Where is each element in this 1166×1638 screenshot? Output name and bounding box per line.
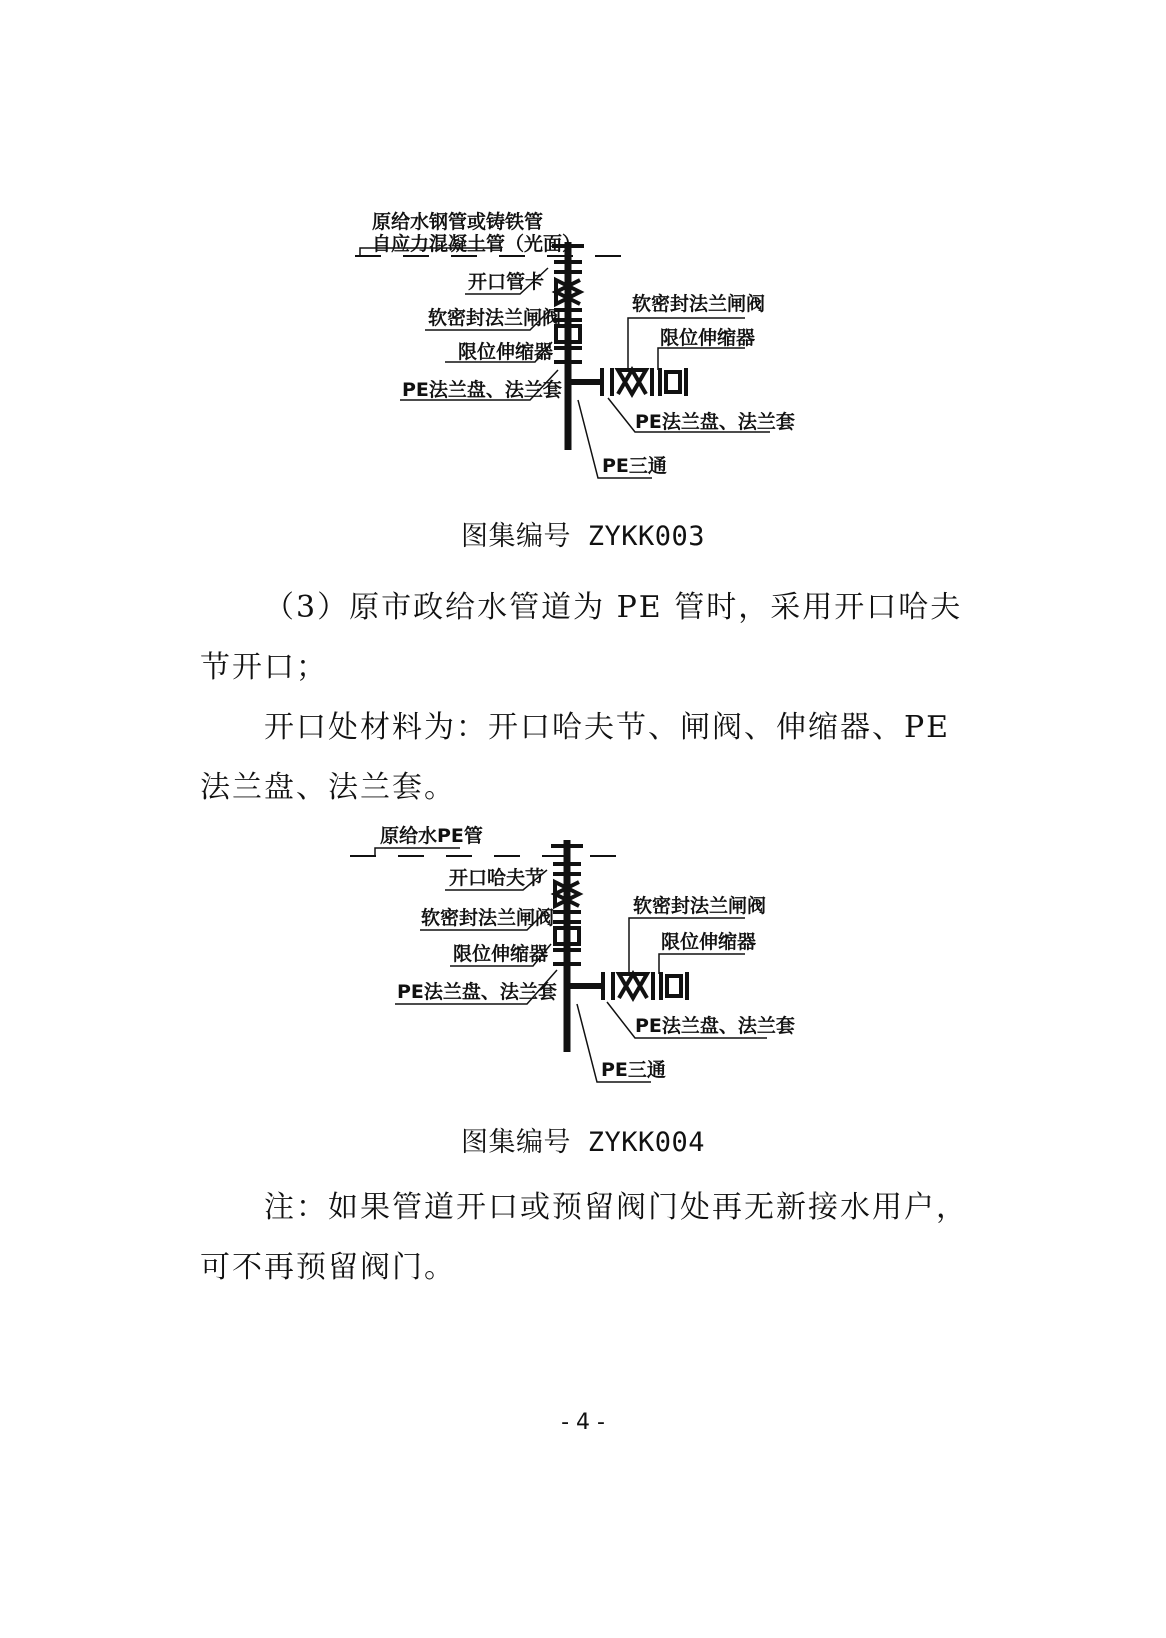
pipe-diagram-svg-2 (345, 820, 795, 1090)
pipe-diagram-zykk004 (345, 820, 795, 1090)
figure-caption-zykk003: 图集编号 ZYKK003 (460, 521, 706, 552)
label-original-pe-pipe: 原给水PE管 (380, 825, 483, 847)
pipe-diagram-svg (350, 200, 795, 490)
vertical-fitting-stack-2 (551, 840, 583, 1052)
label-original-pipe-line2: 自应力混凝土管（光面） (372, 233, 582, 255)
paragraph-note: 注：如果管道开口或预留阀门处再无新接水用户， 可不再预留阀门。 (200, 1190, 968, 1285)
label-gate-valve-left-2: 软密封法兰闸阀 (421, 907, 555, 929)
label-limit-expander-right: 限位伸缩器 (660, 327, 756, 349)
label-haff-joint: 开口哈夫节 (449, 867, 545, 889)
label-limit-expander-right-2: 限位伸缩器 (661, 931, 757, 953)
figure-caption-zykk004: 图集编号 ZYKK004 (460, 1127, 706, 1158)
pipe-diagram-zykk003 (350, 200, 795, 490)
label-gate-valve-right: 软密封法兰闸阀 (632, 293, 766, 315)
label-pe-flange-right: PE法兰盘、法兰套 (635, 411, 795, 433)
label-limit-expander-left: 限位伸缩器 (458, 341, 554, 363)
label-opening-clamp: 开口管卡 (468, 271, 545, 293)
paragraph-opening-materials: 开口处材料为：开口哈夫节、闸阀、伸缩器、PE 法兰盘、法兰套。 (200, 710, 951, 805)
horizontal-branch-fittings-2 (567, 972, 687, 1000)
label-pe-tee-2: PE三通 (601, 1059, 666, 1081)
label-pe-flange-left-2: PE法兰盘、法兰套 (397, 981, 557, 1003)
horizontal-branch-fittings (568, 368, 686, 396)
label-original-pipe-line1: 原给水钢管或铸铁管 (372, 211, 544, 233)
label-gate-valve-right-2: 软密封法兰闸阀 (633, 895, 767, 917)
label-pe-flange-left: PE法兰盘、法兰套 (402, 379, 562, 401)
label-limit-expander-left-2: 限位伸缩器 (453, 943, 549, 965)
label-pe-tee: PE三通 (602, 455, 667, 477)
label-pe-flange-right-2: PE法兰盘、法兰套 (635, 1015, 795, 1037)
page-number: - 4 - (561, 1410, 605, 1435)
vertical-fitting-stack (552, 242, 584, 450)
label-gate-valve-left: 软密封法兰闸阀 (428, 307, 562, 329)
paragraph-pe-pipe-method: （3）原市政给水管道为 PE 管时，采用开口哈夫 节开口； (200, 590, 963, 685)
